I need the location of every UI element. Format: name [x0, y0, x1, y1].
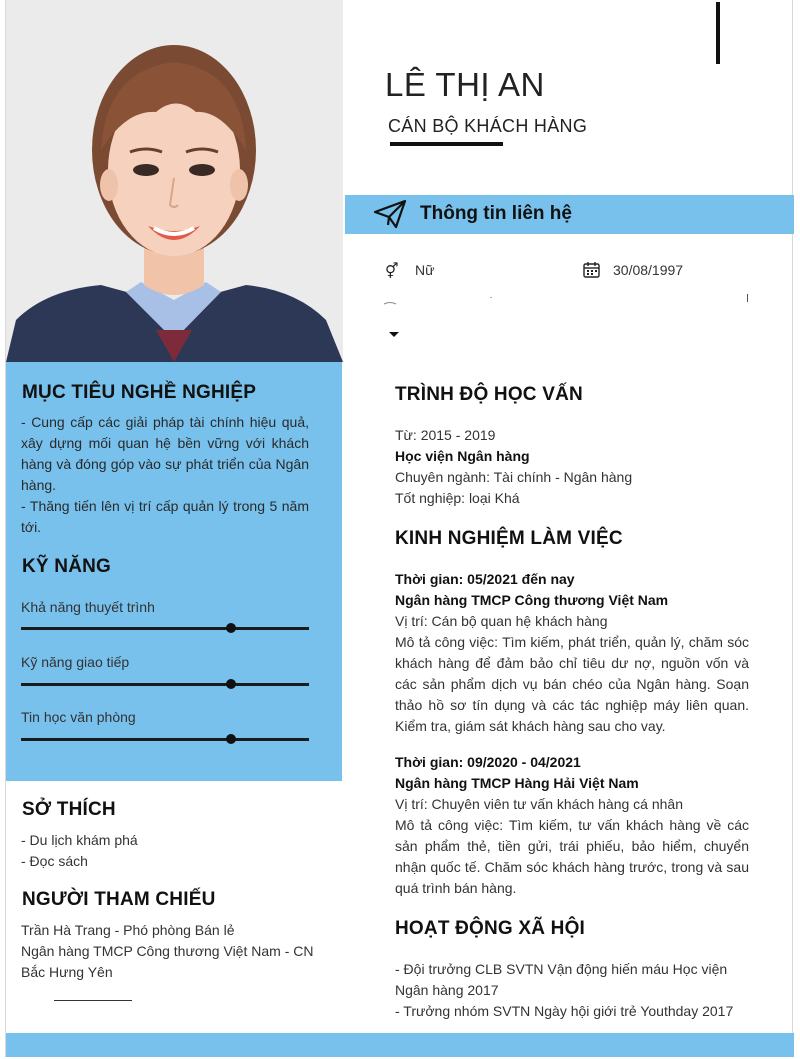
skills-title: KỸ NĂNG [22, 556, 112, 577]
divider [54, 1000, 132, 1001]
skill-label: Khả năng thuyết trình [21, 599, 155, 615]
reference-line: Ngân hàng TMCP Công thương Việt Nam - CN [21, 943, 314, 959]
objective-title: MỤC TIÊU NGHỀ NGHIỆP [22, 382, 257, 403]
hobby-item: - Đọc sách [21, 853, 88, 869]
gender-value: Nữ [415, 262, 435, 278]
reference-line: Trần Hà Trang - Phó phòng Bán lẻ [21, 922, 235, 938]
job-period: Thời gian: 05/2021 đến nay [395, 571, 575, 587]
hobby-item: - Du lịch khám phá [21, 832, 138, 848]
skill-slider [21, 738, 309, 741]
job-position: Vị trí: Cán bộ quan hệ khách hàng [395, 613, 608, 629]
activity-item: - Đội trưởng CLB SVTN Vận động hiến máu Học viện Ngân hàng 2017 [395, 961, 728, 998]
paper-plane-icon [372, 198, 408, 230]
job-period: Thời gian: 09/2020 - 04/2021 [395, 754, 581, 770]
footer-bar [6, 1033, 794, 1057]
skill-label: Tin học văn phòng [21, 709, 136, 725]
education-graduation: Tốt nghiệp: loại Khá [395, 490, 520, 506]
job-title: CÁN BỘ KHÁCH HÀNG [388, 116, 588, 136]
title-underline [390, 142, 503, 146]
profile-photo [6, 0, 343, 362]
dob-value: 30/08/1997 [613, 262, 684, 278]
experience-title: KINH NGHIỆM LÀM VIỆC [395, 528, 623, 549]
skill-slider [21, 683, 309, 686]
gender-icon: ⚥ [385, 263, 399, 280]
education-major: Chuyên ngành: Tài chính - Ngân hàng [395, 469, 633, 485]
education-period: Từ: 2015 - 2019 [395, 427, 496, 443]
skill-label: Kỹ năng giao tiếp [21, 654, 130, 670]
activities-title: HOẠT ĐỘNG XÃ HỘI [395, 918, 586, 939]
job-company: Ngân hàng TMCP Công thương Việt Nam [395, 592, 669, 608]
objective-text: - Cung cấp các giải pháp tài chính hiệu quả, xây dựng mối quan hệ bền vững với khách hàng và đóng góp vào sự phát triển của Ngân hàng. - Thăng tiến lên vị trí cấp quản lý trong 5 năm tới. [21, 414, 309, 535]
skill-slider [21, 627, 309, 630]
candidate-name: LÊ THỊ AN [385, 66, 545, 103]
job-company: Ngân hàng TMCP Hàng Hải Việt Nam [395, 775, 639, 791]
job-position: Vị trí: Chuyên viên tư vấn khách hàng cá nhân [395, 796, 683, 812]
clipped-contact-row [380, 292, 760, 312]
job-description: Mô tả công việc: Tìm kiếm, phát triển, quản lý, chăm sóc khách hàng để đảm bảo chỉ tiêu dư nợ, nguồn vốn và các sản phẩm dịch vụ bán chéo của Ngân hàng. Soạn thảo hồ sơ tín dụng và các tác nghiệp máy liên quan. Kiểm tra, giám sát khách hàng sau cho vay. [395, 634, 749, 734]
contact-title: Thông tin liên hệ [420, 203, 572, 224]
reference-line: Bắc Hưng Yên [21, 964, 113, 980]
chevron-down-icon [389, 332, 399, 337]
references-title: NGƯỜI THAM CHIẾU [22, 889, 216, 910]
activity-item: - Trưởng nhóm SVTN Ngày hội giới trẻ Youthday 2017 [395, 1003, 734, 1019]
hobbies-title: SỞ THÍCH [22, 799, 116, 820]
education-title: TRÌNH ĐỘ HỌC VẤN [395, 384, 583, 405]
job-description: Mô tả công việc: Tìm kiếm, tư vấn khách hàng về các sản phẩm thẻ, tiền gửi, trái phiếu, bảo hiểm, chuyển nhận quốc tế. Chăm sóc khách hàng trước, trong và sau quá trình bán hàng. [395, 817, 749, 896]
decorative-bar [716, 2, 720, 64]
calendar-icon [583, 261, 600, 278]
education-school: Học viện Ngân hàng [395, 448, 530, 464]
